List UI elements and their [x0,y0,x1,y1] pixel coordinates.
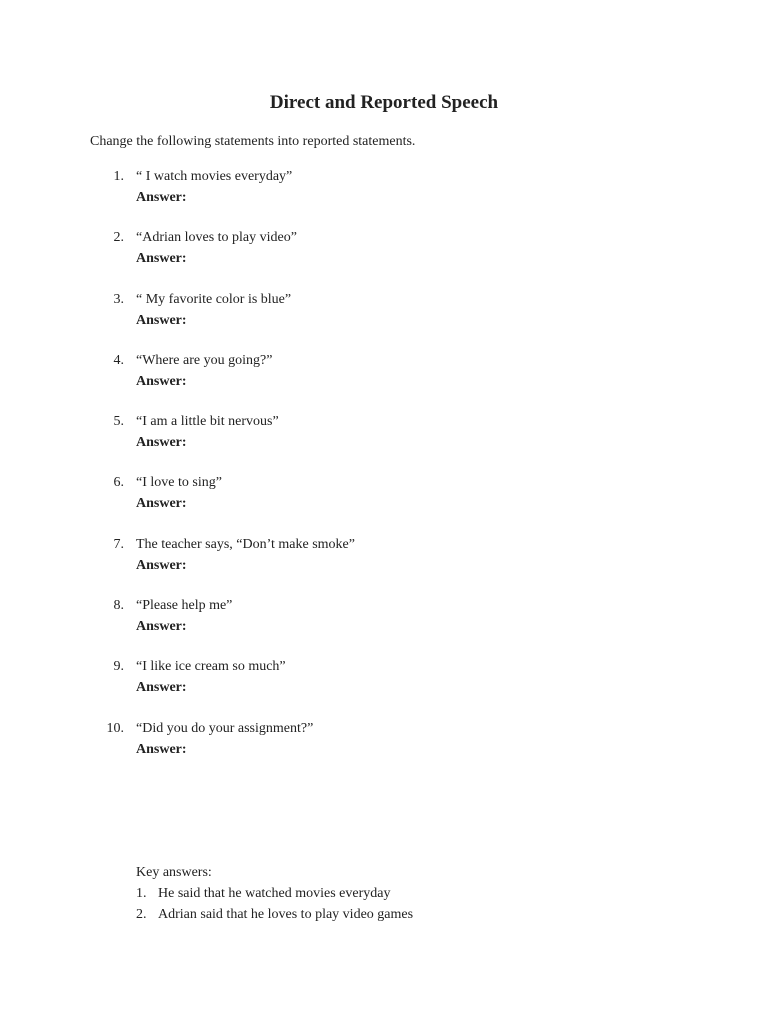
key-answers-heading: Key answers: [136,865,212,880]
question-text: “ My favorite color is blue” [136,291,292,307]
question-number: 7. [113,536,124,552]
question-item [0,227,768,288]
key-answer-text: He said that he watched movies everyday [158,886,391,901]
key-answer-number: 2. [136,907,147,922]
question-number: 1. [113,169,124,184]
answer-label: Answer: [136,251,187,267]
question-item [0,656,768,717]
answer-label: Answer: [136,373,187,389]
question-item [0,350,768,411]
question-item [0,718,768,779]
question-number: 2. [113,230,124,246]
key-answer-item [136,904,414,925]
question-item [0,411,768,472]
question-item [0,289,768,350]
answer-label: Answer: [136,680,187,696]
answer-label: Answer: [136,619,187,635]
answer-label: Answer: [136,741,187,757]
question-number: 8. [113,598,124,614]
answer-label: Answer: [136,496,187,512]
question-text: “I like ice cream so much” [136,659,286,675]
question-number: 10. [106,720,124,736]
question-number: 3. [113,291,124,307]
question-item [0,595,768,656]
question-text: “Adrian loves to play video” [136,230,297,246]
answer-label: Answer: [136,312,187,328]
answer-label: Answer: [136,435,187,451]
question-item [0,534,768,595]
question-text: “I love to sing” [136,475,222,491]
question-number: 9. [113,659,124,675]
question-item [0,166,768,227]
key-answer-item [136,883,391,904]
question-number: 6. [113,475,124,491]
question-text: “Did you do your assignment?” [136,720,314,736]
page-title: Direct and Reported Speech [269,92,499,113]
question-text: “Where are you going?” [136,352,273,368]
question-text: “I am a little bit nervous” [136,414,279,430]
answer-label: Answer: [136,557,187,573]
answer-label: Answer: [136,190,187,205]
question-text: “Please help me” [136,598,233,614]
question-list [0,166,768,779]
key-answer-text: Adrian said that he loves to play video games [158,907,414,922]
question-number: 5. [113,414,124,430]
instruction: Change the following statements into reported statements. [90,134,416,149]
question-number: 4. [113,352,124,368]
question-item [0,472,768,533]
key-answers [136,862,414,925]
key-answer-number: 1. [136,886,147,901]
question-text: “ I watch movies everyday” [136,169,293,184]
question-text: The teacher says, “Don’t make smoke” [136,536,355,552]
